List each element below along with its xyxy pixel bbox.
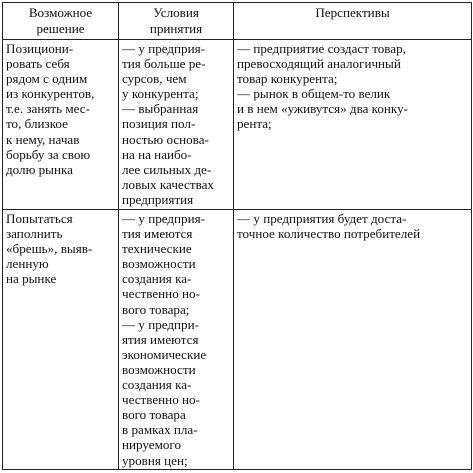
cell-text-line: позиция пол- <box>122 116 196 132</box>
cell-text-line: тия больше ре- <box>122 56 206 72</box>
cell-text-line: — у предприятия будет доста- <box>237 211 407 226</box>
cell-text-line: в рамках пла- <box>122 422 198 438</box>
cell-decision <box>3 210 119 470</box>
cell-text-line: — выбранная <box>122 101 199 117</box>
cell-text-line: т.е. занять мес- <box>6 101 90 117</box>
header-conditions-line-1: Условия <box>153 5 199 20</box>
cell-text-line: ловых качествах <box>122 176 214 192</box>
cell-text-line: из конкурентов, <box>6 86 95 102</box>
cell-text-line: точное количество потребителей <box>237 226 421 242</box>
cell-text-line: сурсов, чем <box>122 71 187 87</box>
cell-text-line: превосходящий аналогичный <box>237 56 401 72</box>
header-prospects-line-1: Перспективы <box>315 5 390 20</box>
cell-text-line: Попытаться <box>6 211 73 226</box>
table-row <box>3 40 472 210</box>
cell-text-line: рента; <box>237 116 272 132</box>
cell-text-line: технические <box>122 241 192 257</box>
cell-text-line: вого товара; <box>122 301 190 317</box>
cell-text-line: — у предприя- <box>122 211 205 226</box>
cell-text-line: — предприятие создаст товар, <box>237 41 406 56</box>
cell-text-line: тия имеются <box>122 226 193 242</box>
cell-text-line: уровня цен; <box>122 452 188 468</box>
cell-text-line: к нему, начав <box>6 131 80 147</box>
cell-text-line: товар конкурента; <box>237 71 338 87</box>
strategy-table <box>2 2 472 470</box>
cell-text-line: — у предприя- <box>122 41 205 56</box>
cell-text-line: у конкурента; <box>122 86 199 102</box>
cell-text-line: чественно но- <box>122 392 200 408</box>
cell-text-line: ленную <box>6 256 49 272</box>
cell-text-line: «брешь», выяв- <box>6 241 93 257</box>
table-row <box>3 210 472 470</box>
cell-prospects <box>234 210 472 470</box>
cell-text-line: возможности <box>122 256 196 272</box>
cell-text-line: — у предпри- <box>122 316 199 332</box>
cell-text-line: рядом с одним <box>6 71 88 87</box>
cell-conditions <box>119 210 234 470</box>
cell-text-line: создания ка- <box>122 271 192 287</box>
cell-prospects <box>234 40 472 210</box>
cell-text-line: ностью основа- <box>122 131 209 147</box>
header-conditions <box>119 3 234 40</box>
cell-text-line: возможности <box>122 361 196 377</box>
cell-text-line: борьбу за свою <box>6 146 91 162</box>
cell-text-line: и в нем «уживутся» два конку- <box>237 101 408 117</box>
cell-text-line: заполнить <box>6 226 63 242</box>
header-decision <box>3 3 119 40</box>
header-decision-line-1: Возможное <box>28 5 93 20</box>
cell-decision <box>3 40 119 210</box>
cell-text-line: на рынке <box>6 271 57 287</box>
cell-text-line: предприятия <box>122 191 194 207</box>
cell-text-line: лее сильных де- <box>122 161 212 177</box>
cell-text-line: Позициони- <box>6 41 74 56</box>
cell-conditions <box>119 40 234 210</box>
cell-text-line: вого товара <box>122 407 186 423</box>
cell-text-line: чественно но- <box>122 286 200 302</box>
header-prospects <box>234 3 472 40</box>
cell-text-line: экономические <box>122 346 207 362</box>
cell-text-line: ровать себя <box>6 56 70 72</box>
cell-text-line: — рынок в общем-то велик <box>237 86 391 102</box>
cell-text-line: на на наибо- <box>122 146 192 162</box>
header-conditions-line-2: принятия <box>149 20 203 36</box>
header-decision-line-2: решение <box>36 20 85 36</box>
cell-text-line: нируемого <box>122 437 181 453</box>
cell-text-line: долю рынка <box>6 161 73 177</box>
table-header-row <box>3 3 472 40</box>
cell-text-line: создания ка- <box>122 377 192 393</box>
cell-text-line: ятия имеются <box>122 331 199 347</box>
cell-text-line: то, близкое <box>6 116 68 132</box>
